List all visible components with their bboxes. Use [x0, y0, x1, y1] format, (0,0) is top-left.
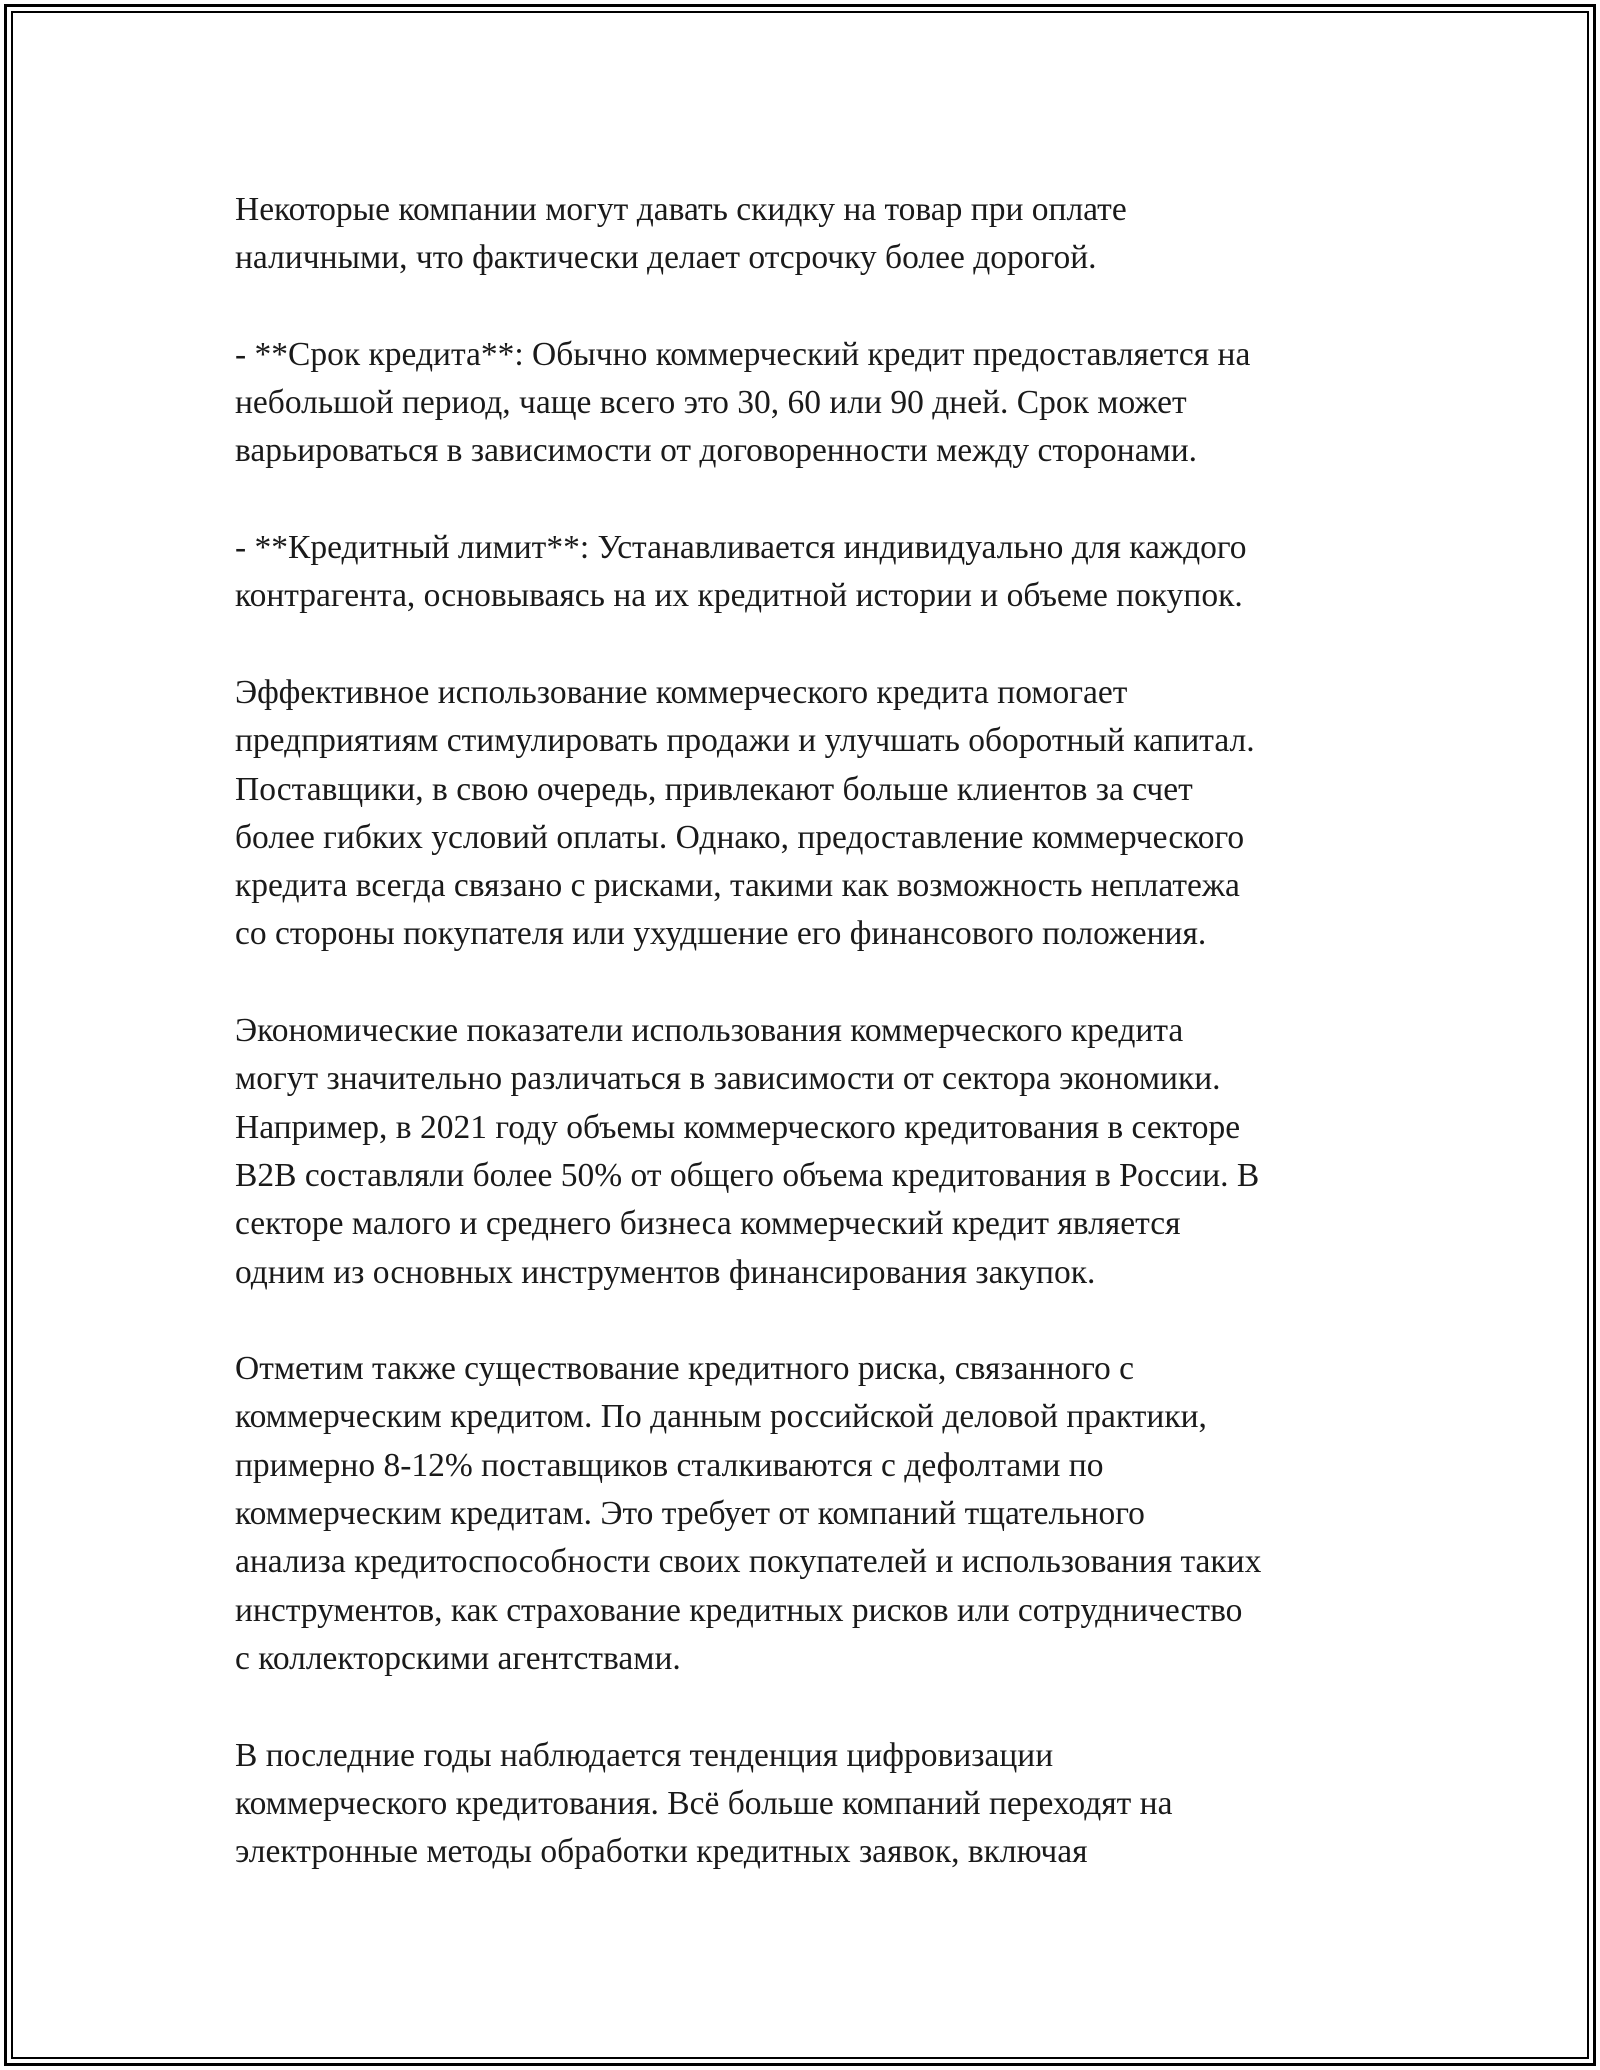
- paragraph-digitalization: В последние годы наблюдается тенденция цифровизации коммерческого кредитования. Всё больше компаний переходят на электронные методы обработки кредитных заявок, включая: [235, 1736, 1173, 1871]
- paragraph-credit-term: - **Срок кредита**: Обычно коммерческий кредит предоставляется на небольшой период, чаще всего это 30, 60 или 90 дней. Срок может варьироваться в зависимости от договоренности между сторонами.: [235, 335, 1251, 470]
- paragraph-credit-risk: Отметим также существование кредитного риска, связанного с коммерческим кредитом. По данным российской деловой практики, примерно 8-12% поставщиков сталкиваются с дефолтами по коммерческим кредитам. Это требует от компаний тщательного анализа кредитоспособности своих покупателей и использования таких инструментов, как страхование кредитных рисков или сотрудничество с коллекторскими агентствами.: [235, 1350, 1262, 1677]
- document-body: [235, 186, 1375, 1876]
- paragraph-cash-discount: Некоторые компании могут давать скидку на товар при оплате наличными, что фактически делает отсрочку более дорогой.: [235, 191, 1127, 277]
- paragraph-economic-indicators: Экономические показатели использования коммерческого кредита могут значительно различаться в зависимости от сектора экономики. Например, в 2021 году объемы коммерческого кредитования в секторе B2B составляли более 50% от общего объема кредитования в России. В секторе малого и среднего бизнеса коммерческий кредит является одним из основных инструментов финансирования закупок.: [235, 1012, 1260, 1291]
- paragraph-effective-use: Эффективное использование коммерческого кредита помогает предприятиям стимулировать продажи и улучшать оборотный капитал. Поставщики, в свою очередь, привлекают больше клиентов за счет более гибких условий оплаты. Однако, предоставление коммерческого кредита всегда связано с рисками, такими как возможность неплатежа со стороны покупателя или ухудшение его финансового положения.: [235, 673, 1255, 953]
- paragraph-credit-limit: - **Кредитный лимит**: Устанавливается индивидуально для каждого контрагента, основываясь на их кредитной истории и объеме покупок.: [235, 529, 1247, 615]
